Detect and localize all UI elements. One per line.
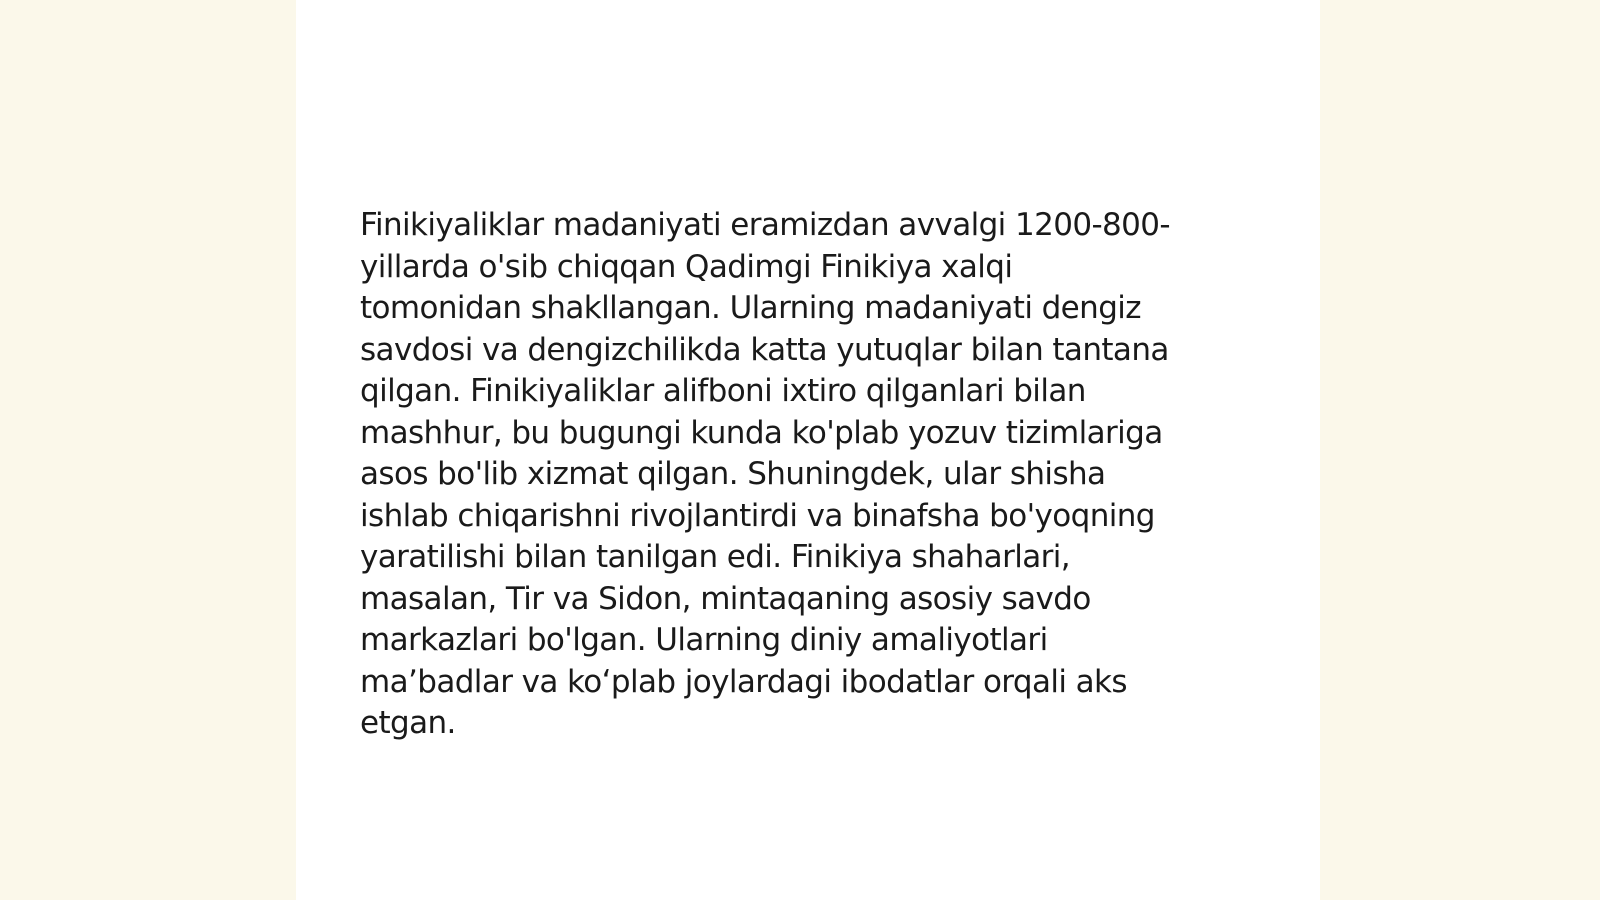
paragraph-line: ma’badlar va ko‘plab joylardagi ibodatlar orqali aks — [360, 663, 1127, 700]
paragraph-line: masalan, Tir va Sidon, mintaqaning asosiy savdo — [360, 580, 1091, 617]
paragraph-line: savdosi va dengizchilikda katta yutuqlar bilan tantana — [360, 331, 1169, 368]
paragraph-line: ishlab chiqarishni rivojlantirdi va binafsha bo'yoqning — [360, 497, 1155, 534]
paragraph-line: qilgan. Finikiyaliklar alifboni ixtiro qilganlari bilan — [360, 373, 1086, 409]
paragraph-line: yaratilishi bilan tanilgan edi. Finikiya shaharlari, — [360, 539, 1071, 575]
paragraph-line: yillarda o'sib chiqqan Qadimgi Finikiya xalqi — [360, 248, 1013, 285]
paragraph-line: Finikiyaliklar madaniyati eramizdan avvalgi 1200-800- — [360, 207, 1170, 243]
paragraph-line: markazlari bo'lgan. Ularning diniy amaliyotlari — [360, 622, 1048, 658]
paragraph-line: tomonidan shakllangan. Ularning madaniyati dengiz — [360, 290, 1141, 326]
paragraph-line: asos bo'lib xizmat qilgan. Shuningdek, ular shisha — [360, 456, 1106, 492]
slide — [296, 0, 1320, 900]
paragraph-line: mashhur, bu bugungi kunda ko'plab yozuv tizimlariga — [360, 414, 1163, 451]
paragraph-line: etgan. — [360, 705, 456, 741]
body-paragraph — [360, 205, 1250, 745]
